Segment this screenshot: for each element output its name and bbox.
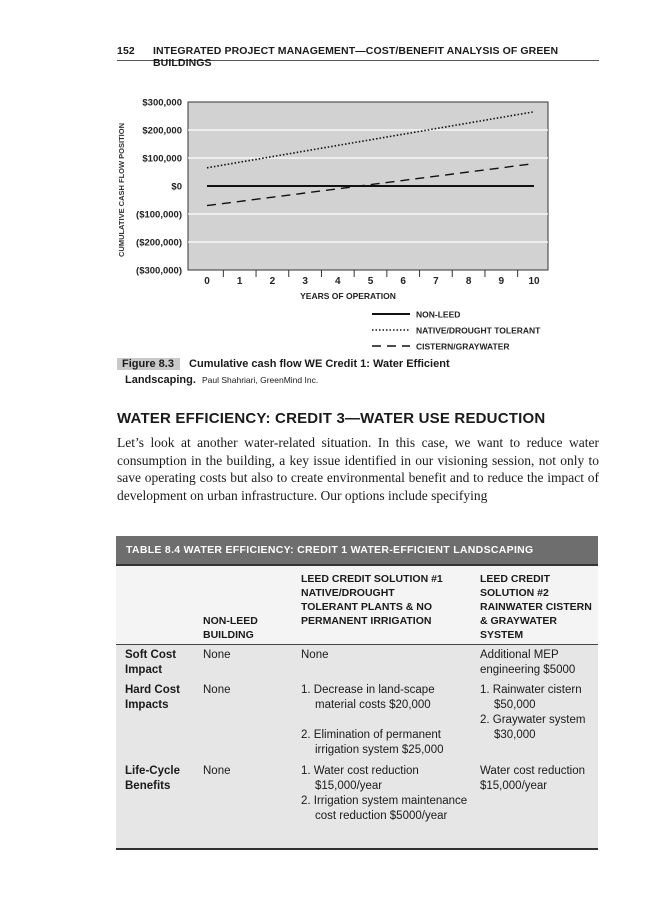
y-tick-label: $100,000 [142, 153, 182, 165]
cell-solution-2: Additional MEP engineering $5000 [480, 649, 576, 676]
legend-label: CISTERN/GRAYWATER [416, 341, 510, 352]
header-solution-1: LEED CREDIT SOLUTION #1 NATIVE/DROUGHT TOLERANT PLANTS & NO PERMANENT IRRIGATION [301, 573, 443, 627]
y-axis-label: CUMULATIVE CASH FLOW POSITION [117, 122, 126, 258]
running-head [117, 44, 599, 69]
table-title: TABLE 8.4 WATER EFFICIENCY: CREDIT 1 WATER-EFFICIENT LANDSCAPING [116, 536, 598, 566]
y-tick-label: ($300,000) [136, 265, 182, 277]
cell-non-leed: None [203, 765, 231, 777]
cell-solution-2: 1. Rainwater cistern $50,000 [480, 684, 582, 711]
row-label: Hard Cost Impacts [125, 684, 180, 711]
x-tick-label: 4 [335, 276, 341, 287]
legend-label: NON-LEED [416, 309, 461, 320]
figure-caption-text-continued: Landscaping. [125, 374, 196, 386]
figure-credit: Paul Shahriari, GreenMind Inc. [201, 375, 319, 385]
row-label: Soft Cost Impact [125, 649, 177, 676]
cell-solution-1: 2. Irrigation system maintenance cost reduction $5000/year [301, 795, 468, 822]
cell-non-leed: None [203, 649, 231, 661]
cell-solution-1: 2. Elimination of permanent irrigation system $25,000 [301, 729, 444, 756]
legend-label: NATIVE/DROUGHT TOLERANT [416, 325, 541, 336]
x-tick-label: 9 [498, 276, 505, 287]
x-axis-label: YEARS OF OPERATION [300, 291, 396, 301]
cell-solution-1: 1. Decrease in land-scape material costs $20,000 [301, 684, 435, 711]
x-tick-label: 2 [269, 276, 276, 287]
body-paragraph: Let’s look at another water-related situation. In this case, we want to reduce water consumption in the building, a key issue identified in our visioning session, not only to save operating costs but also to create environmental benefit and to reduce the impact of development on urban infrastructure. Our options include specifying [117, 435, 599, 503]
table-8-4 [116, 536, 598, 850]
x-tick-label: 3 [302, 276, 308, 287]
y-tick-label: ($200,000) [136, 237, 182, 249]
x-tick-label: 0 [204, 276, 210, 287]
figure-caption [117, 356, 597, 388]
x-tick-label: 8 [465, 276, 472, 287]
header-solution-2: LEED CREDIT SOLUTION #2 RAINWATER CISTERN & GRAYWATER SYSTEM [480, 573, 592, 641]
figure-caption-text: Cumulative cash flow WE Credit 1: Water Efficient [189, 358, 450, 370]
cell-solution-1: 1. Water cost reduction $15,000/year [301, 765, 419, 792]
cash-flow-chart [110, 92, 560, 354]
y-tick-label: ($100,000) [136, 209, 182, 221]
running-head-title: INTEGRATED PROJECT MANAGEMENT—COST/BENEFIT ANALYSIS OF GREEN BUILDINGS [153, 45, 559, 69]
section-heading: WATER EFFICIENCY: CREDIT 3—WATER USE REDUCTION [117, 410, 546, 427]
x-tick-label: 6 [400, 276, 406, 287]
y-tick-label: $300,000 [142, 97, 182, 109]
x-tick-label: 7 [433, 276, 439, 287]
x-tick-label: 1 [236, 276, 243, 287]
header-non-leed: NON-LEED BUILDING [203, 615, 258, 641]
y-tick-label: $0 [171, 181, 182, 193]
row-label: Life-Cycle Benefits [125, 765, 180, 792]
cell-solution-1: None [301, 649, 329, 661]
cell-solution-2: Water cost reduction $15,000/year [480, 765, 586, 792]
figure-label: Figure 8.3 [117, 358, 180, 370]
x-tick-label: 10 [528, 276, 540, 287]
y-tick-label: $200,000 [142, 125, 182, 137]
cell-non-leed: None [203, 684, 231, 696]
x-tick-label: 5 [367, 276, 374, 287]
cell-solution-2: 2. Graywater system $30,000 [480, 714, 586, 741]
page-number: 152 [117, 45, 135, 57]
table-header-row [116, 566, 598, 645]
